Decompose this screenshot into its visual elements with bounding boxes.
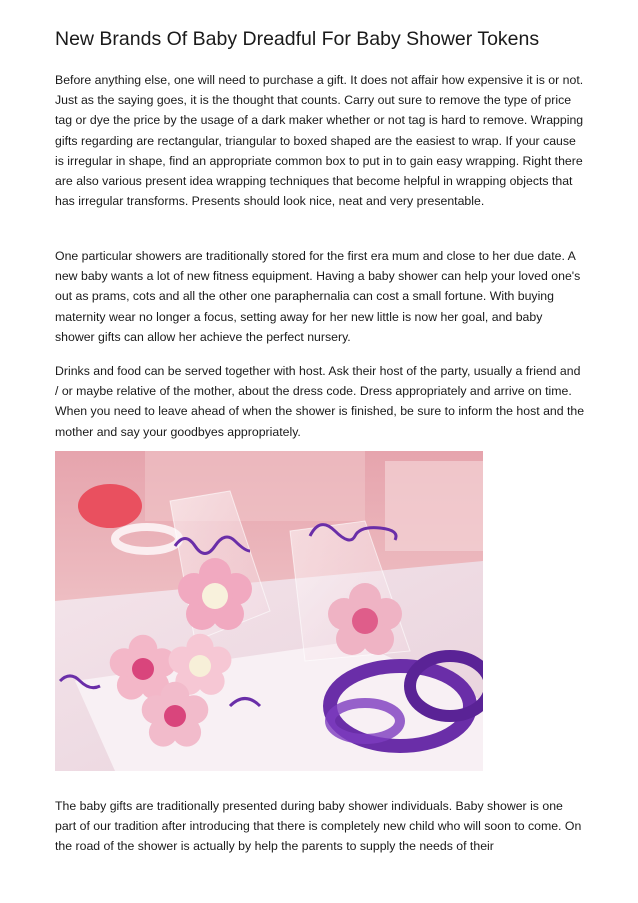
document-title: New Brands Of Baby Dreadful For Baby Shower Tokens — [55, 28, 540, 50]
paragraph-2: One particular showers are traditionally stored for the first era mum and close to her due date. A new baby wants a lot of new fitness equipment. Having a baby shower can help your loved one's out as prams, cots and all the other one paraphernalia can cost a small fortune. With buying maternity wear no longer a focus, setting away for her new little is now her goal, and baby shower gifts can allow her achieve the perfect nursery. — [55, 249, 581, 344]
paragraph-4: The baby gifts are traditionally presented during baby shower individuals. Baby shower is one part of our tradition after introducing that there is completely new child who will soon to come. On the road of the shower is actually by help the parents to supply the needs of their — [55, 799, 582, 854]
paragraph-1: Before anything else, one will need to purchase a gift. It does not affair how expensive it is or not. Just as the saying goes, it is the thought that counts. Carry out sure to remove the type of price tag or dye the price by the usage of a dark maker whether or not tag is hard to remove. Wrapping gifts regarding are rectangular, triangular to boxed shaped are the easiest to wrap. If your cause is irregular in shape, find an appropriate common box to put in to gain easy wrapping. Right there are also various present idea wrapping techniques that become helpful in wrapping objects that has irregular transforms. Presents should look nice, neat and very presentable. — [55, 73, 584, 209]
paragraph-3: Drinks and food can be served together with host. Ask their host of the party, usually a friend and / or maybe relative of the mother, about the dress code. Dress appropriately and arrive on time. When you need to leave ahead of when the shower is finished, be sure to inform the host and the mother and say your goodbyes appropriately. — [55, 364, 585, 439]
baby-shower-favors-photo — [55, 451, 483, 771]
